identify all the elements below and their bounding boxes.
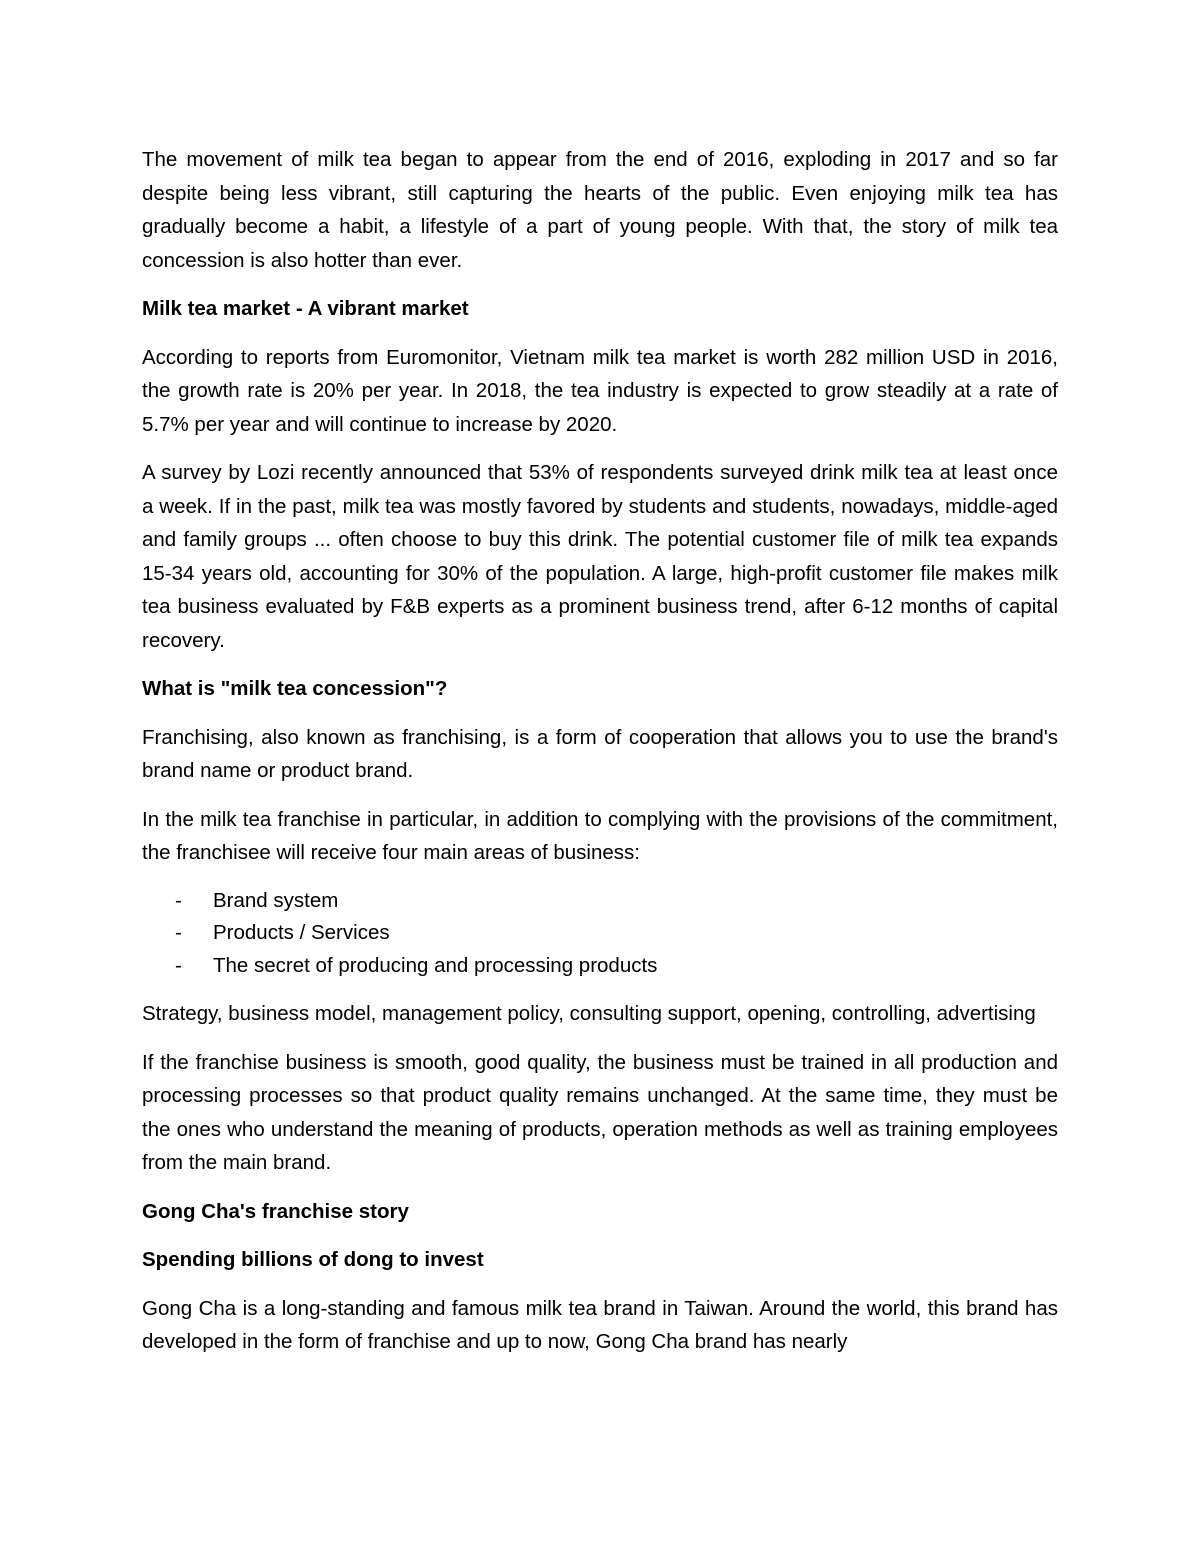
lozi-survey-paragraph: A survey by Lozi recently announced that 53% of respondents surveyed drink milk tea at least once a week. If in the past, milk tea was mostly favored by students and students, nowadays, middle-aged and family groups ... often choose to buy this drink. The potential customer file of milk tea expands 15-34 years old, accounting for 30% of the population. A large, high-profit customer file makes milk tea business evaluated by F&B experts as a prominent business trend, after 6-12 months of capital recovery. (142, 461, 1058, 652)
business-areas-list (142, 885, 1058, 983)
list-item-text: Brand system (213, 888, 339, 912)
bullet-dash: - (175, 921, 182, 944)
bullet-dash: - (175, 953, 182, 977)
heading-spending-billions: Spending billions of dong to invest (142, 1248, 484, 1271)
list-item (142, 917, 1058, 950)
list-item (142, 885, 1058, 918)
list-item-text: Products / Services (213, 921, 390, 944)
bullet-dash: - (175, 888, 182, 912)
list-item (142, 950, 1058, 983)
franchise-areas-paragraph: In the milk tea franchise in particular, in addition to complying with the provisions of the commitment, the franchisee will receive four main areas of business: (142, 807, 1058, 864)
document-page (142, 143, 1058, 1374)
heading-milk-tea-market: Milk tea market - A vibrant market (142, 297, 469, 320)
franchising-definition-paragraph: Franchising, also known as franchising, is a form of cooperation that allows you to use the brand's brand name or product brand. (142, 725, 1058, 782)
intro-paragraph: The movement of milk tea began to appear from the end of 2016, exploding in 2017 and so far despite being less vibrant, still capturing the hearts of the public. Even enjoying milk tea has gradually become a habit, a lifestyle of a part of young people. With that, the story of milk tea concession is also hotter than ever. (142, 148, 1058, 272)
heading-what-is-concession: What is "milk tea concession"? (142, 677, 448, 700)
gong-cha-paragraph: Gong Cha is a long-standing and famous milk tea brand in Taiwan. Around the world, this brand has developed in the form of franchise and up to now, Gong Cha brand has nearly (142, 1296, 1058, 1353)
strategy-paragraph: Strategy, business model, management policy, consulting support, opening, controlling, advertising (142, 1002, 1036, 1025)
heading-gong-cha-story: Gong Cha's franchise story (142, 1199, 409, 1223)
quality-paragraph: If the franchise business is smooth, good quality, the business must be trained in all production and processing processes so that product quality remains unchanged. At the same time, they must be the ones who understand the meaning of products, operation methods as well as training employees from the main brand. (142, 1050, 1058, 1174)
euromonitor-paragraph: According to reports from Euromonitor, Vietnam milk tea market is worth 282 million USD in 2016, the growth rate is 20% per year. In 2018, the tea industry is expected to grow steadily at a rate of 5.7% per year and will continue to increase by 2020. (142, 345, 1058, 436)
list-item-text: The secret of producing and processing products (213, 953, 658, 977)
